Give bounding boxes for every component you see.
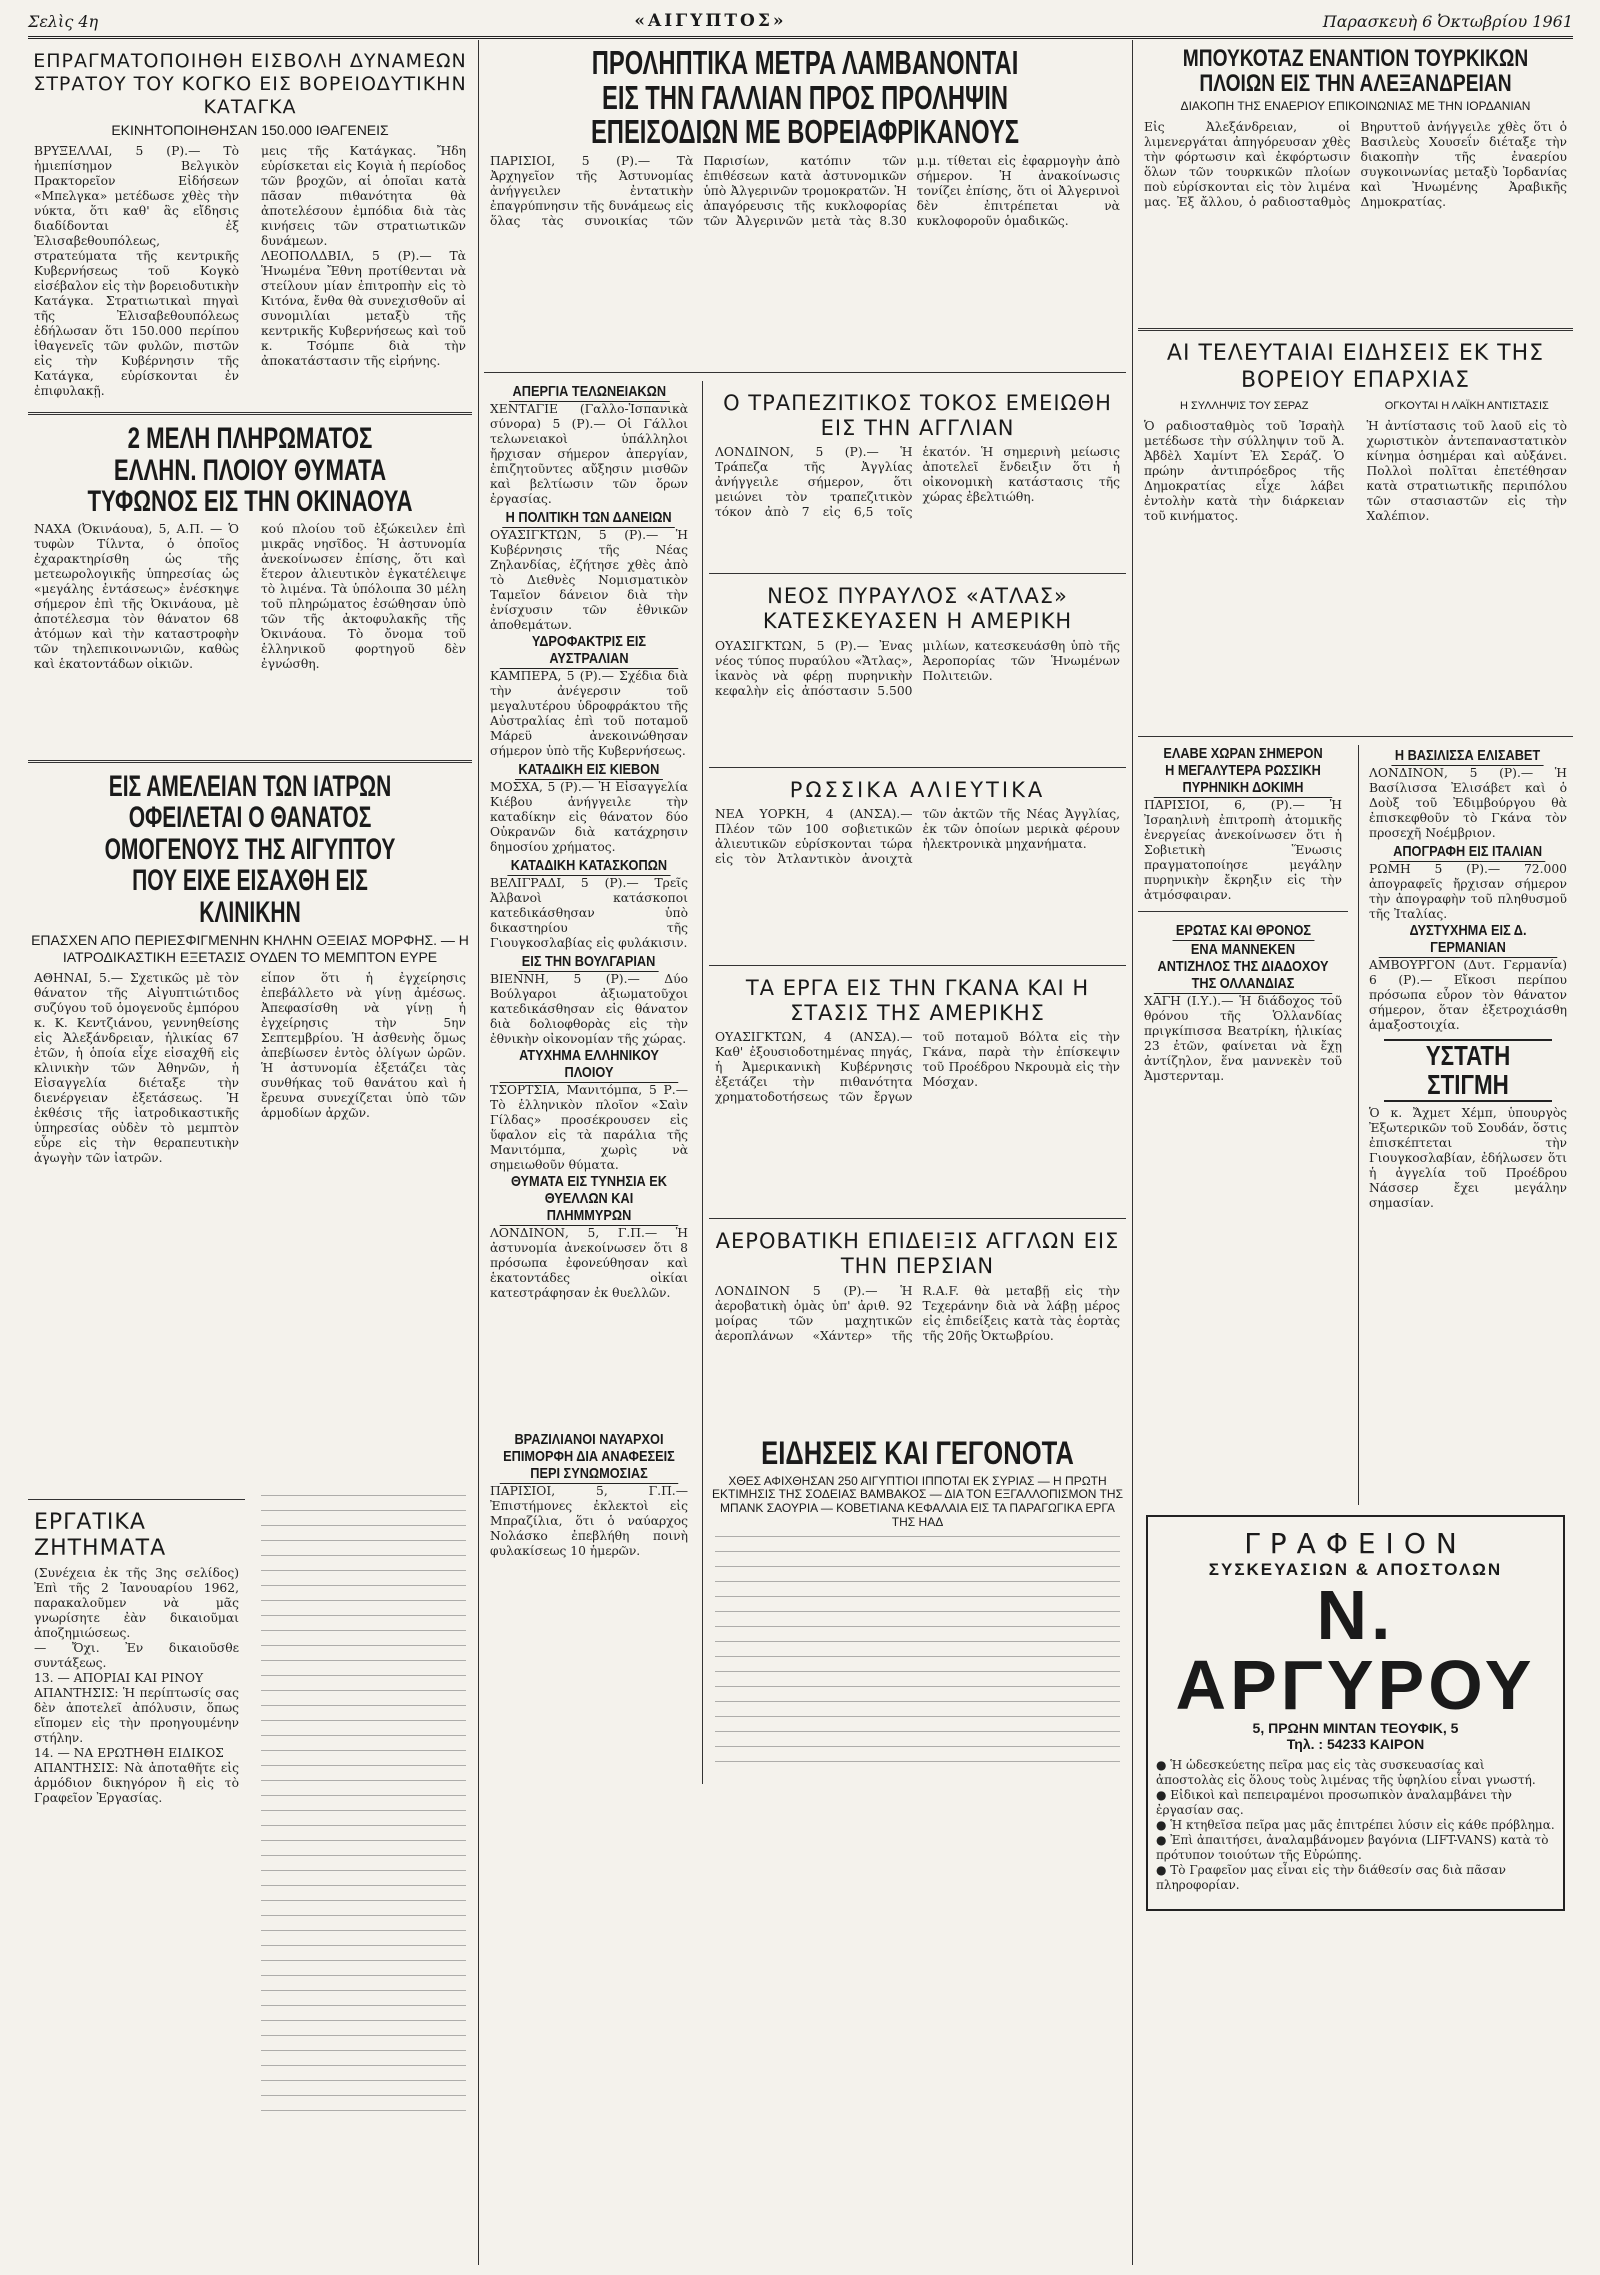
news-box-title: ΔΥΣΤΥΧΗΜΑ ΕΙΣ Δ. ΓΕΡΜΑΝΙΑΝ (1379, 922, 1558, 958)
column-rule (478, 40, 479, 2265)
ad-subtitle: ΣΥΣΚΕΥΑΣΙΩΝ & ΑΠΟΣΤΟΛΩΝ (1208, 1559, 1503, 1579)
issue-date: Παρασκευὴ 6 Ὀκτωβρίου 1961 (1322, 11, 1573, 31)
short-news-title: ΚΑΤΑΔΙΚΗ ΕΙΣ ΚΙΕΒΟΝ (515, 761, 663, 780)
news-box-body: ΡΩΜΗ 5 (Ρ).— 72.000 ἀπογραφεῖς ἤρχισαν σήμερον τὴν ἀπογραφὴν τοῦ πληθυσμοῦ τῆς Ἰταλίας. (1369, 861, 1567, 921)
article-headline: ΜΠΟΥΚΟΤΑΖ ΕΝΑΝΤΙΟΝ ΤΟΥΡΚΙΚΩΝ ΠΛΟΙΩΝ ΕΙΣ ΤΗΝ ΑΛΕΞΑΝΔΡΕΙΑΝ (1182, 45, 1529, 98)
short-news-title: ΑΤΥΧΗΜΑ ΕΛΛΗΝΙΚΟΥ ΠΛΟΙΟΥ (500, 1047, 679, 1083)
short-news-title: ΘΥΜΑΤΑ ΕΙΣ ΤΥΝΗΣΙΑ ΕΚ ΘΥΕΛΛΩΝ ΚΑΙ ΠΛΗΜΜΥΡΩΝ (500, 1173, 679, 1226)
article-headline: 2 ΜΕΛΗ ΠΛΗΡΩΜΑΤΟΣ ΕΛΛΗΝ. ΠΛΟΙΟΥ ΘΥΜΑΤΑ ΤΥΦΩΝΟΣ ΕΙΣ ΤΗΝ ΟΚΙΝΑΟΥΑ (87, 422, 413, 519)
advertisement (1146, 1515, 1565, 1911)
article-body: ΝΑΧΑ (Ὀκινάουα), 5, Α.Π. — Ὁ τυφὼν Τίλντα, ὁ ὁποῖος ἐχαρακτηρίσθη ὡς τῆς μετεωρολογικῆς ὑπηρεσίας ὡς «μεγάλης ἐντάσεως» ἐνέσκηψε σήμερον ἐπὶ τῆς Ὀκινάουα, μὲ ἀποτέλεσμα τὸν θάνατον 68 ἀτόμων καὶ τὴν καταστροφὴν τῶν τηλεπικοινωνιῶν, καθὼς καὶ ἑκατοντάδων οἰκιῶν. (34, 521, 239, 671)
article-subheadline: ΕΠΑΣΧΕΝ ΑΠΟ ΠΕΡΙΕΣΦΙΓΜΕΝΗΝ ΚΗΛΗΝ ΟΞΕΙΑΣ ΜΟΡΦΗΣ. — Η ΙΑΤΡΟΔΙΚΑΣΤΙΚΗ ΕΞΕΤΑΣΙΣ ΟΥΔΕΝ ΤΟ ΜΕΜΠΤΟΝ ΕΥΡΕ (31, 932, 469, 965)
short-news-body: ΠΑΡΙΣΙΟΙ, 5, Γ.Π.— Ἐπιστήμονες ἐκλεκτοὶ εἰς Μπραζίλια, ὅτι ὁ ναύαρχος Νολάσκο ἐπεβλήθη ποινὴ φυλακίσεως 10 ἡμερῶν. (490, 1483, 688, 1558)
short-news-column (484, 1431, 694, 1784)
section-headline: ΕΙΔΗΣΕΙΣ ΚΑΙ ΓΕΓΟΝΟΤΑ (761, 1434, 1074, 1471)
article-body: ΛΟΝΔΙΝΟΝ 5 (Ρ).— Ἡ ἀεροβατικὴ ὁμὰς ὑπ' ἀριθ. 92 μοίρας τῶν μαχητικῶν ἀεροπλάνων «Χάντερ» τῆς R.A.F. θὰ μεταβῇ εἰς τὴν Τεχεράνην διὰ νὰ λάβῃ μέρος εἰς ἐπιδείξεις κατὰ τὰς ἑορτὰς τῆς 20ῆς Ὀκτωβρίου. (715, 1283, 1120, 1343)
newspaper-title: «ΑΙΓΥΠΤΟΣ» (634, 11, 787, 31)
short-news-body: ΛΟΝΔΙΝΟΝ, 5, Γ.Π.— Ἡ ἀστυνομία ἀνεκοίνωσεν ὅτι 8 πρόσωπα ἐφονεύθησαν καὶ ἑκατοντάδες οἰκίαι κατεστράφησαν ἐκ θυελλῶν. (490, 1225, 688, 1300)
short-news-body: ΒΕΛΙΓΡΑΔΙ, 5 (Ρ).— Τρεῖς Ἀλβανοὶ κατάσκοποι κατεδικάσθησαν ὑπὸ δικαστηρίου τῆς Γιουγκοσλαβίας εἰς φυλάκισιν. (490, 875, 688, 950)
text-column-filler (261, 1495, 466, 2115)
news-box-title: Η ΒΑΣΙΛΙΣΣΑ ΕΛΙΣΑΒΕΤ (1392, 747, 1544, 766)
article-body: ΝΕΑ ΥΟΡΚΗ, 4 (ΑΝΣΑ).— Πλέον τῶν 100 σοβιετικῶν ἀλιευτικῶν εὑρίσκονται τώρα εἰς τὸν Ἀτλαντικὸν ἀνοιχτὰ τῶν ἀκτῶν τῆς Νέας Ἀγγλίας, ἐκ τῶν ὁποίων μερικὰ φέρουν ἠλεκτρονικὰ μηχανήματα. (715, 806, 1120, 866)
text-column-filler (715, 1536, 1120, 1776)
article-body: Ἡ ἀντίστασις τοῦ λαοῦ εἰς τὸ χωριστικὸν ἀντεπαναστατικὸν κίνημα ὁσημέραι καὶ αὐξάνει. Πολλοὶ πολῖται ἐπετέθησαν κατὰ στρατιωτικῆς περιπόλου τῶν στασιαστῶν εἰς τὴν Χαλέπιον. (1366, 418, 1567, 523)
short-news-column (484, 381, 694, 1431)
article-subheadline: ΔΙΑΚΟΠΗ ΤΗΣ ΕΝΑΕΡΙΟΥ ΕΠΙΚΟΙΝΩΝΙΑΣ ΜΕ ΤΗΝ ΙΟΡΔΑΝΙΑΝ (1180, 99, 1531, 114)
news-box-body: ΧΑΓΗ (Ι.Υ.).— Ἡ διάδοχος τοῦ θρόνου τῆς Ὁλλανδίας πριγκίπισσα Βεατρίκη, ἡλικίας 23 ἐτῶν, φαίνεται νὰ ἔχῃ ἀντίζηλον, ἕνα μαννεκὲν τοῦ Ἀμστερνταμ. (1144, 993, 1342, 1083)
mid-news-column (702, 381, 1126, 1431)
article-body: Ὁ ραδιοσταθμὸς τοῦ Ἰσραὴλ μετέδωσε τὴν σύλληψιν τοῦ Ἀ. Ἀβδὲλ Χαμίντ Ἐλ Σεράζ. Ὁ πρώην ἀντιπρόεδρος τῆς Δημοκρατίας εἶχε λάβει ἐντολὴν κατὰ τὴν διάρκειαν τοῦ κινήματος. (1144, 418, 1345, 523)
article-body: ΛΟΝΔΙΝΟΝ, 5 (Ρ).— Ἡ Τράπεζα τῆς Ἀγγλίας ἀνήγγειλε σήμερον, ὅτι μειώνει τὸν τραπεζιτικὸν τόκον ἀπὸ 7 εἰς 6,5 τοῖς ἑκατόν. Ἡ σημερινὴ μείωσις ἀποτελεῖ ἔνδειξιν ὅτι ἡ οἰκονομικὴ κατάστασις τῆς χώρας ἐβελτιώθη. (715, 445, 1120, 520)
ad-body: ● Ἡ ὡδεσκεύετης πεῖρα μας εἰς τὰς συσκευασίας καὶ ἀποστολὰς εἰς ὅλους τοὺς λιμένας τῆς ὑφηλίου εἶναι γνωστή. ● Εἰδικοὶ καὶ πεπειραμένοι προσωπικὸν ἀναλαμβάνει τὴν ἐργασίαν σας. ● Ἡ κτηθεῖσα πεῖρα μας μᾶς ἐπιτρέπει λύσιν εἰς κάθε πρόβλημα. ● Ἐπὶ ἀπαιτήσει, ἀναλαμβάνομεν βαγόνια (LIFT-VANS) κατὰ τὸ πρότυπον τοιούτων τῆς Εὐρώπης. ● Τὸ Γραφεῖον μας εἶναι εἰς τὴν διάθεσίν σας διὰ πᾶσαν πληροφορίαν. (1156, 1757, 1555, 1892)
article-body: ΟΥΑΣΙΓΚΤΩΝ, 5 (Ρ).— Ἐνας νέος τύπος πυραύλου «Ἄτλας», ἱκανὸς νὰ φέρῃ πυρηνικὴν κεφαλὴν εἰς ἀπόστασιν 5.500 μιλίων, κατεσκευάσθη ὑπὸ τῆς Ἀεροπορίας τῶν Ἡνωμένων Πολιτειῶν. (715, 638, 1120, 698)
short-news-title: ΥΔΡΟΦΑΚΤΡΙΣ ΕΙΣ ΑΥΣΤΡΑΛΙΑΝ (500, 633, 679, 669)
article-headline: ΑΕΡΟΒΑΤΙΚΗ ΕΠΙΔΕΙΞΙΣ ΑΓΓΛΩΝ ΕΙΣ ΤΗΝ ΠΕΡΣΙΑΝ (715, 1229, 1120, 1279)
news-box-title: ΕΛΑΒΕ ΧΩΡΑΝ ΣΗΜΕΡΟΝ Η ΜΕΓΑΛΥΤΕΡΑ ΡΩΣΣΙΚΗ ΠΥΡΗΝΙΚΗ ΔΟΚΙΜΗ (1154, 745, 1333, 798)
section-headline: ΕΡΓΑΤΙΚΑ ΖΗΤΗΜΑΤΑ (34, 1509, 167, 1562)
article-body: ΟΥΑΣΙΓΚΤΩΝ, 4 (ΑΝΣΑ).— Καθ' ἐξουσιοδοτημένας πηγάς, ἡ Ἀμερικανικὴ Κυβέρνησις ἐξετάζει τὴν πιθανότητα χρηματοδοτήσεως τῶν ἔργων τοῦ ποταμοῦ Βόλτα εἰς τὴν Γκάνα, παρὰ τὴν ἐπίσκεψιν τοῦ Προέδρου Νκρουμὰ εἰς τὴν Μόσχαν. (715, 1030, 1120, 1105)
news-items: ΧΘΕΣ ΑΦΙΧΘΗΣΑΝ 250 ΑΙΓΥΠΤΙΟΙ ΙΠΠΟΤΑΙ ΕΚ ΣΥΡΙΑΣ — Η ΠΡΩΤΗ ΕΚΤΙΜΗΣΙΣ ΤΗΣ ΣΟΔΕΙΑΣ ΒΑΜΒΑΚΟΣ — ΔΙΑ ΤΟΝ ΕΞΓΑΛΛΟΠΙΣΜΟΝ ΤΗΣ ΜΠΑΝΚ ΣΑΟΥΡΙΑ — ΚΟΒΕΤΙΑΝΑ ΚΕΦΑΛΑΙΑ ΕΙΣ ΤΑ ΠΑΡΑΓΩΓΙΚΑ ΕΡΓΑ ΤΗΣ ΗΑΔ (711, 1473, 1123, 1529)
column-right (1138, 40, 1573, 2265)
article-body: ΒΡΥΞΕΛΛΑΙ, 5 (Ρ).— Τὸ ἡμιεπίσημον Βελγικὸν Πρακτορεῖον Εἰδήσεων «Μπελγκα» μετέδωσε χθὲς τὴν νύκτα, ὅτι καθ' ἃς εἴδησις διαδίδονται ἐξ Ἐλισαβεθουπόλεως, στρατεύματα τῆς κεντρικῆς Κυβερνήσεως τοῦ Κογκὸ εἰσέβαλον εἰς τὴν βορειοδυτικὴν Κατάγκα. Στρατιωτικαὶ πηγαὶ τῆς Ἐλισαβεθουπόλεως ἐδήλωσαν ὅτι 150.000 περίπου ἰθαγενεῖς τῶν φυλῶν, πιστῶν εἰς τὴν Κυβέρνησιν τῆς Κατάγκα, εὑρίσκονται ἐν ἐπιφυλακῇ. (34, 144, 239, 399)
news-box-title: ΕΝΑ ΜΑΝΝΕΚΕΝ ΑΝΤΙΖΗΛΟΣ ΤΗΣ ΔΙΑΔΟΧΟΥ ΤΗΣ ΟΛΛΑΝΔΙΑΣ (1154, 941, 1333, 994)
news-box-title: ΕΡΩΤΑΣ ΚΑΙ ΘΡΟΝΟΣ (1172, 922, 1314, 941)
column-rule (1132, 40, 1133, 2265)
news-box-body: ΑΜΒΟΥΡΓΟΝ (Δυτ. Γερμανία) 6 (Ρ).— Εἴκοσι περίπου πρόσωπα εὗρον τὸν θάνατον σήμερον, ὅταν ἐξετροχιάσθη ἁμαξοστοιχία. (1369, 957, 1567, 1032)
lead-headline: ΠΡΟΛΗΠΤΙΚΑ ΜΕΤΡΑ ΛΑΜΒΑΝΟΝΤΑΙ ΕΙΣ ΤΗΝ ΓΑΛΛΙΑΝ ΠΡΟΣ ΠΡΟΛΗΨΙΝ ΕΠΕΙΣΟΔΙΩΝ ΜΕ ΒΟΡΕΙΑΦΡΙΚΑΝΟΥΣ (590, 44, 1020, 151)
short-news-title: ΒΡΑΖΙΛΙΑΝΟΙ ΝΑΥΑΡΧΟΙ ΕΠΙΜΟΡΦΗ ΔΙΑ ΑΝΑΦΕΣΕΙΣ ΠΕΡΙ ΣΥΝΩΜΟΣΙΑΣ (500, 1431, 679, 1484)
short-news-body: ΟΥΑΣΙΓΚΤΩΝ, 5 (Ρ).— Ἡ Κυβέρνησις τῆς Νέας Ζηλανδίας, ἐζήτησε χθὲς ἀπὸ τὸ Διεθνὲς Νομισματικὸν Ταμεῖον δάνειον διὰ τὴν ἐνίσχυσιν τῶν ἐθνικῶν ἀποθεμάτων. (490, 527, 688, 632)
short-news-title: ΑΠΕΡΓΙΑ ΤΕΛΩΝΕΙΑΚΩΝ (509, 383, 669, 402)
short-news-body: ΤΣΟΡΤΣΙΑ, Μανιτόμπα, 5 Ρ.— Τὸ ἑλληνικὸν πλοῖον «Σαὶν Γίλδας» προσέκρουσεν εἰς ὕφαλον εἰς τὰ παράλια τῆς Μανιτόμπα, χωρὶς νὰ σημειωθοῦν θύματα. (490, 1082, 688, 1172)
column-middle (484, 40, 1126, 2265)
ad-address: 5, ΠΡΩΗΝ ΜΙΝΤΑΝ ΤΕΟΥΦΙΚ, 5 (1252, 1719, 1459, 1736)
ad-company-name: Ν. ΑΡΓΥΡΟΥ (1175, 1575, 1536, 1724)
article-headline: ΤΑ ΕΡΓΑ ΕΙΣ ΤΗΝ ΓΚΑΝΑ ΚΑΙ Η ΣΤΑΣΙΣ ΤΗΣ ΑΜΕΡΙΚΗΣ (745, 975, 1090, 1026)
article-headline: ΕΠΡΑΓΜΑΤΟΠΟΙΗΘΗ ΕΙΣΒΟΛΗ ΔΥΝΑΜΕΩΝ ΣΤΡΑΤΟΥ ΤΟΥ ΚΟΓΚΟ ΕΙΣ ΒΟΡΕΙΟΔΥΤΙΚΗΝ ΚΑΤΑΓΚΑ (33, 50, 467, 118)
short-news-body: ΚΑΜΠΕΡΑ, 5 (Ρ).— Σχέδια διὰ τὴν ἀνέγερσιν τοῦ μεγαλυτέρου ὑδροφράκτου τῆς Αὐστραλίας ἐπὶ τοῦ ποταμοῦ Μάρεϋ ἀνεκοινώθησαν σήμερον ὑπὸ τῆς Κυβερνήσεως. (490, 668, 688, 758)
article-subheadline: ΕΚΙΝΗΤΟΠΟΙΗΘΗΣΑΝ 150.000 ΙΘΑΓΕΝΕΙΣ (111, 122, 389, 139)
news-box-title: ΑΠΟΓΡΑΦΗ ΕΙΣ ΙΤΑΛΙΑΝ (1390, 843, 1546, 862)
article-headline: Ο ΤΡΑΠΕΖΙΤΙΚΟΣ ΤΟΚΟΣ ΕΜΕΙΩΘΗ ΕΙΣ ΤΗΝ ΑΓΓΛΙΑΝ (723, 390, 1112, 441)
lead-article-body: ΠΑΡΙΣΙΟΙ, 5 (Ρ).— Τὰ Ἀρχηγεῖον τῆς Ἀστυνομίας ἀνήγγειλεν ἐντατικὴν ἐπαγρύπνησιν τῆς δυνάμεως εἰς ὅλας τὰς συνοικίας τῶν Παρισίων, κατόπιν τῶν ἐπιθέσεων κατὰ ἀστυνομικῶν ὑπὸ Ἀλγερινῶν τρομοκρατῶν. Ἡ ἀπαγόρευσις τῆς κυκλοφορίας τῶν Ἀλγερινῶν μετὰ τὰς 8.30 μ.μ. τίθεται εἰς ἐφαρμογὴν ἀπὸ σήμερον. Ἡ ἀνακοίνωσις τονίζει ἐπίσης, ὅτι οἱ Ἀλγερινοὶ δὲν ἐπιτρέπεται νὰ κυκλοφοροῦν ὁμαδικῶς. (490, 153, 1120, 228)
article-body: Εἰς Ἀλεξάνδρειαν, οἱ λιμενεργάται ἀπηγόρευσαν χθὲς τὴν φόρτωσιν καὶ ἐκφόρτωσιν ὅλων τῶν τουρκικῶν πλοίων ποὺ εὑρίσκονται εἰς τὸν λιμένα μας. Ἐξ ἄλλου, ὁ ραδιοσταθμὸς Βηρυττοῦ ἀνήγγειλε χθὲς ὅτι ὁ Βασιλεὺς Χουσεΐν διέταξε τὴν διακοπὴν τῆς ἐναερίου συγκοινωνίας μεταξὺ Ἰορδανίας καὶ Ἠνωμένης Ἀραβικῆς Δημοκρατίας. (1144, 120, 1567, 210)
article-headline: ΑΙ ΤΕΛΕΥΤΑΙΑΙ ΕΙΔΗΣΕΙΣ ΕΚ ΤΗΣ ΒΟΡΕΙΟΥ ΕΠΑΡΧΙΑΣ (1166, 341, 1545, 393)
article-body: ΑΘΗΝΑΙ, 5.— Σχετικῶς μὲ τὸν θάνατον τῆς Αἰγυπτιώτιδος συζύγου τοῦ ὁμογενοῦς ἐμπόρου κ. Κ. Κεντζιάνου, γεννηθείσης εἰς Ἀλεξάνδρειαν, ἡλικίας 67 ἐτῶν, ἡ ὁποία εἶχε εἰσαχθῆ εἰς κλινικὴν τῶν Ἀθηνῶν, ἡ Εἰσαγγελία διέταξε τὴν διενέργειαν ἐξετάσεως. Ἡ ἐκθέσις τῆς ἰατροδικαστικῆς ὑπηρεσίας οὐδὲν τὸ μεμπτὸν εὗρε εἰς τὴν θεραπευτικὴν ἀγωγὴν τῶν ἰατρῶν. (34, 970, 239, 1165)
short-news-body: ΧΕΝΤΑΓΙΕ (Γαλλο-Ἱσπανικὰ σύνορα) 5 (Ρ).— Οἱ Γάλλοι τελωνειακοὶ ὑπάλληλοι ἤρχισαν σήμερον ἀπεργίαν, ἐπιζητοῦντες αὔξησιν μισθῶν καὶ βελτίωσιν τῶν ὅρων ἐργασίας. (490, 401, 688, 506)
article-headline: ΡΩΣΣΙΚΑ ΑΛΙΕΥΤΙΚΑ (789, 777, 1046, 802)
news-box-body: ΠΑΡΙΣΙΟΙ, 6, (Ρ).— Ἡ Ἰσραηλινὴ ἐπιτροπὴ ἀτομικῆς ἐνεργείας ἀνεκοίνωσεν ὅτι ἡ Σοβιετικὴ Ἕνωσις πραγματοποίησε μεγάλην πυρηνικὴν ἔκρηξιν εἰς τὴν ἀτμόσφαιραν. (1144, 797, 1342, 902)
article-body: μεις τῆς Κατάγκας. Ἤδη εὑρίσκεται εἰς Κογιὰ ἡ περίοδος τῶν βροχῶν, αἱ ὁποῖαι κατὰ πᾶσαν πιθανότητα θὰ ἀποτελέσουν ἐμπόδια διὰ τὰς κινήσεις τῶν στρατιωτικῶν δυνάμεων. ΛΕΟΠΟΛΔΒΙΛ, 5 (Ρ).— Τὰ Ἡνωμένα Ἔθνη προτίθενται νὰ στείλουν μίαν ἐπιτροπὴν εἰς τὸ Κιτόνα, ἔνθα θὰ συνεχισθοῦν αἱ συνομιλίαι μεταξὺ τῆς κεντρικῆς Κυβερνήσεως καὶ τοῦ κ. Τσόμπε διὰ τὴν ἀποκατάστασιν τῆς εἰρήνης. (261, 144, 466, 369)
article-body: (Συνέχεια ἐκ τῆς 3ης σελίδος) Ἐπὶ τῆς 2 Ἰανουαρίου 1962, παρακαλοῦμεν νὰ μᾶς γνωρίσητε ἐὰν δικαιοῦμαι ἀποζημιώσεως. — Ὄχι. Ἐν δικαιοῦσθε συντάξεως. 13. — ΑΠΟΡΙΑΙ ΚΑΙ ΡΙΝΟΥ ΑΠΑΝΤΗΣΙΣ: Ἡ περίπτωσίς σας δὲν ἀποτελεῖ ἀπόλυσιν, ὅπως εἴπομεν εἰς τὴν προηγουμένην στήλην. 14. — ΝΑ ΕΡΩΤΗΘΗ ΕΙΔΙΚΟΣ ΑΠΑΝΤΗΣΙΣ: Νὰ ἀποταθῆτε εἰς ἁρμόδιον δικηγόρον ἢ εἰς τὸ Γραφεῖον Ἐργασίας. (34, 1566, 239, 1806)
news-box-body: Ὁ κ. Ἄχμετ Χέμπ, ὑπουργὸς Ἐξωτερικῶν τοῦ Σουδάν, ὅστις ἐπισκέπτεται τὴν Γιουγκοσλαβίαν, ἐδήλωσεν ὅτι ἡ ἀγγελία τοῦ Προέδρου Νάσσερ ἔχει μεγάλην σημασίαν. (1369, 1105, 1567, 1210)
short-news-title: ΚΑΤΑΔΙΚΗ ΚΑΤΑΣΚΟΠΩΝ (507, 857, 670, 876)
article-body: κού πλοίου τοῦ ἐξώκειλεν ἐπὶ μικρᾶς νησῖδος. Ἡ ἀστυνομία ἀνεκοίνωσεν ἐπίσης, ὅτι καὶ ἕτερον ἀλιευτικὸν ἐγκατέλειψε τὸ λιμένα. Τὰ ὑπόλοιπα 30 μέλη τοῦ πληρώματος ἐσώθησαν ὑπὸ τῶν τῆς ἀκτοφυλακῆς τῆς Ὀκινάουα. Τὸ ὄνομα τοῦ ἑλληνικοῦ φορτηγοῦ δὲν ἐγνώσθη. (261, 521, 466, 671)
short-news-body: ΜΟΣΧΑ, 5 (Ρ).— Ἡ Εἰσαγγελία Κιέβου ἀνήγγειλε τὴν καταδίκην εἰς θάνατον δύο Οὐκρανῶν διὰ κατάχρησιν δημοσίου χρήματος. (490, 779, 688, 854)
news-box-body: ΛΟΝΔΙΝΟΝ, 5 (Ρ).— Ἡ Βασίλισσα Ἐλισάβετ καὶ ὁ Δοὺξ τοῦ Ἐδιμβούργου θὰ ἐπισκεφθοῦν τὸ Γκάνα τὸν προσεχῆ Νοέμβριον. (1369, 765, 1567, 840)
section-headline: ΥΣΤΑΤΗ ΣΤΙΓΜΗ (1384, 1039, 1552, 1102)
page-number: Σελὶς 4η (28, 11, 99, 31)
column-left (28, 40, 472, 2265)
ad-phone: Τηλ. : 54233 ΚΑΙΡΟΝ (1286, 1735, 1425, 1752)
article-subheadline: Η ΣΥΛΛΗΨΙΣ ΤΟΥ ΣΕΡΑΖ (1180, 399, 1309, 412)
masthead (28, 6, 1573, 39)
article-headline: ΝΕΟΣ ΠΥΡΑΥΛΟΣ «ΑΤΛΑΣ» ΚΑΤΕΣΚΕΥΑΣΕΝ Η ΑΜΕΡΙΚΗ (762, 584, 1073, 634)
short-news-body: ΒΙΕΝΝΗ, 5 (Ρ).— Δύο Βούλγαροι ἀξιωματοῦχοι κατεδικάσθησαν εἰς θάνατον διὰ δολιοφθορὰς εἰς τὴν ἐθνικὴν οἰκονομίαν τῆς χώρας. (490, 971, 688, 1046)
article-headline: ΕΙΣ ΑΜΕΛΕΙΑΝ ΤΩΝ ΙΑΤΡΩΝ ΟΦΕΙΛΕΤΑΙ Ο ΘΑΝΑΤΟΣ ΟΜΟΓΕΝΟΥΣ ΤΗΣ ΑΙΓΥΠΤΟΥ ΠΟΥ ΕΙΧΕ ΕΙΣΑΧΘΗ ΕΙΣ ΚΛΙΝΙΚΗΝ (104, 769, 396, 929)
ad-title: ΓΡΑΦΕΙΟΝ (1244, 1526, 1467, 1560)
article-subheadline: ΟΓΚΟΥΤΑΙ Η ΛΑΪΚΗ ΑΝΤΙΣΤΑΣΙΣ (1384, 399, 1549, 412)
short-news-title: Η ΠΟΛΙΤΙΚΗ ΤΩΝ ΔΑΝΕΙΩΝ (503, 509, 676, 528)
article-body: εἶπον ὅτι ἡ ἐγχείρησις ἐπεβάλλετο νὰ γίνῃ ἀμέσως. Ἀπεφασίσθη νὰ γίνῃ ἡ ἐγχείρησις τὴν 5ην Σεπτεμβρίου. Ἡ ἀσθενὴς ὅμως ἀπεβίωσεν ἐντὸς ὀλίγων ὡρῶν. Ἡ ἀστυνομία ἐξετάζει τὰς συνθήκας τοῦ θανάτου καὶ ἡ ἔρευνα συνεχίζεται ὑπὸ τῶν ἁρμοδίων ἀρχῶν. (261, 970, 466, 1120)
short-news-title: ΕΙΣ ΤΗΝ ΒΟΥΛΓΑΡΙΑΝ (519, 953, 659, 972)
